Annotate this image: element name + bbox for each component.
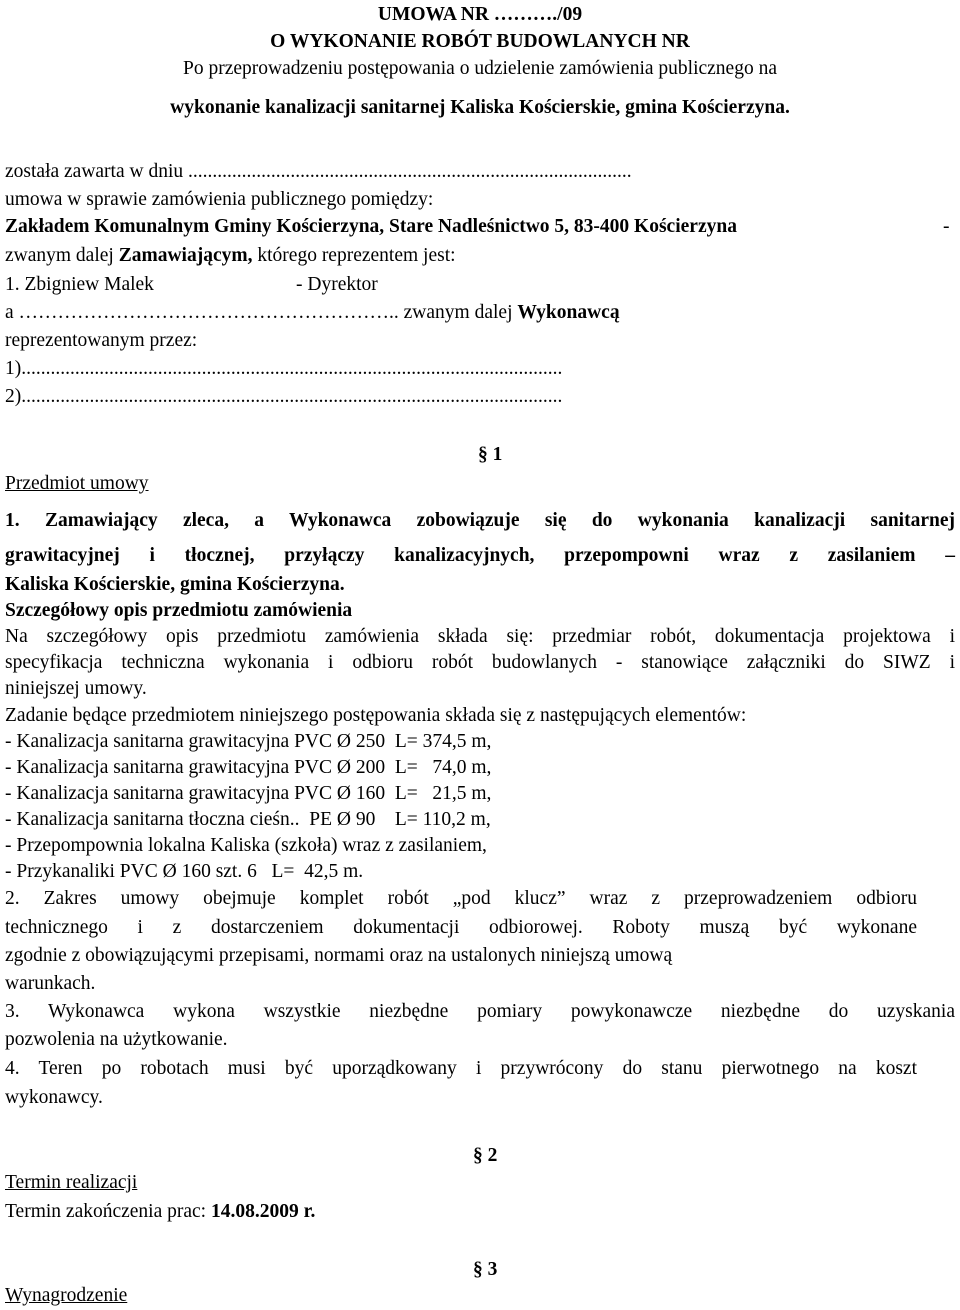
section-1-heading: Przedmiot umowy [5, 473, 149, 494]
section-1-p2-line-4: warunkach. [5, 973, 96, 994]
section-2-mark: § 2 [473, 1145, 498, 1166]
contract-subtitle: O WYKONANIE ROBÓT BUDOWLANYCH NR [270, 31, 690, 52]
named-suffix: którego reprezentem jest: [252, 245, 456, 266]
section-1-p4-line-1: 4. Teren po robotach musi być uporządkowany i przywrócony do stanu pierwotnego na koszt [5, 1058, 917, 1079]
employer-dash: - [943, 216, 950, 237]
between-line: umowa w sprawie zamówienia publicznego pomiędzy: [5, 189, 434, 210]
section-1-p3-line-2: pozwolenia na użytkowanie. [5, 1029, 228, 1050]
section-1-p1-line-2: grawitacyjnej i tłocznej, przyłączy kanalizacyjnych, przepompowni wraz z zasilaniem – [5, 545, 955, 566]
section-1-p4-line-2: wykonawcy. [5, 1087, 103, 1108]
contract-title: UMOWA NR ………./09 [377, 4, 583, 25]
list-item: - Kanalizacja sanitarna grawitacyjna PVC Ø 250 L= 374,5 m, [5, 731, 492, 752]
section-2-heading: Termin realizacji [5, 1172, 138, 1193]
list-item: - Kanalizacja sanitarna tłoczna cieśn.. PE Ø 90 L= 110,2 m, [5, 809, 491, 830]
detail-line-1: Na szczegółowy opis przedmiotu zamówienia składa się: przedmiar robót, dokumentacja projektowa i [5, 626, 955, 647]
contractor-line [5, 299, 620, 326]
employer-full-name: Zakładem Komunalnym Gminy Kościerzyna, Stare Nadleśnictwo 5, 83-400 Kościerzyna [5, 216, 737, 237]
contractor-prefix: a ………………………………………………….. zwanym dalej [5, 302, 518, 323]
concluded-line: została zawarta w dniu ........................................................................................... [5, 161, 632, 182]
employer-name: Zamawiającym, [118, 245, 253, 266]
list-item: - Kanalizacja sanitarna grawitacyjna PVC Ø 160 L= 21,5 m, [5, 783, 492, 804]
deadline-line [5, 1198, 315, 1225]
section-1-mark: § 1 [478, 444, 503, 465]
section-1-p3-line-1: 3. Wykonawca wykona wszystkie niezbędne pomiary powykonawcze niezbędne do uzyskania [5, 1001, 955, 1022]
section-1-p2-line-3: zgodnie z obowiązującymi przepisami, normami oraz na ustalonych niniejszą umową [5, 945, 673, 966]
contractor-name: Wykonawcą [517, 302, 620, 323]
section-1-p2-line-2: technicznego i z dostarczeniem dokumentacji odbiorowej. Roboty muszą być wykonane [5, 917, 917, 938]
detail-heading: Szczegółowy opis przedmiotu zamówienia [5, 600, 353, 621]
representative-1-name: 1. Zbigniew Malek [5, 274, 154, 295]
section-1-p1-line-3: Kaliska Kościerskie, gmina Kościerzyna. [5, 574, 345, 595]
list-item: - Przepompownia lokalna Kaliska (szkoła) wraz z zasilaniem, [5, 835, 487, 856]
task-intro: Zadanie będące przedmiotem niniejszego postępowania składa się z następujących elementów: [5, 705, 747, 726]
represented-by-line: reprezentowanym przez: [5, 330, 198, 351]
section-3-heading: Wynagrodzenie [5, 1285, 128, 1306]
deadline-label: Termin zakończenia prac: [5, 1201, 211, 1222]
section-3-mark: § 3 [473, 1259, 498, 1280]
detail-line-3: niniejszej umowy. [5, 678, 147, 699]
contractor-rep-line-2: 2)............................................................................................................... [5, 386, 563, 407]
representative-1-role: - Dyrektor [296, 274, 378, 295]
list-item: - Kanalizacja sanitarna grawitacyjna PVC Ø 200 L= 74,0 m, [5, 757, 492, 778]
intro-line-1: Po przeprowadzeniu postępowania o udzielenie zamówienia publicznego na [183, 58, 777, 79]
section-1-p2-line-1: 2. Zakres umowy obejmuje komplet robót „pod klucz” wraz z przeprowadzeniem odbioru [5, 888, 917, 909]
employer-named-line [5, 242, 456, 269]
list-item: - Przykanaliki PVC Ø 160 szt. 6 L= 42,5 m. [5, 861, 364, 882]
named-prefix: zwanym dalej [5, 245, 119, 266]
intro-line-2: wykonanie kanalizacji sanitarnej Kaliska Kościerskie, gmina Kościerzyna. [170, 97, 790, 118]
deadline-value: 14.08.2009 r. [210, 1201, 316, 1222]
detail-line-2: specyfikacja techniczna wykonania i odbioru robót budowlanych - stanowiące załączniki do SIWZ i [5, 652, 955, 673]
contractor-rep-line-1: 1)............................................................................................................... [5, 358, 563, 379]
section-1-p1-line-1: 1. Zamawiający zleca, a Wykonawca zobowiązuje się do wykonania kanalizacji sanitarnej [5, 510, 955, 531]
